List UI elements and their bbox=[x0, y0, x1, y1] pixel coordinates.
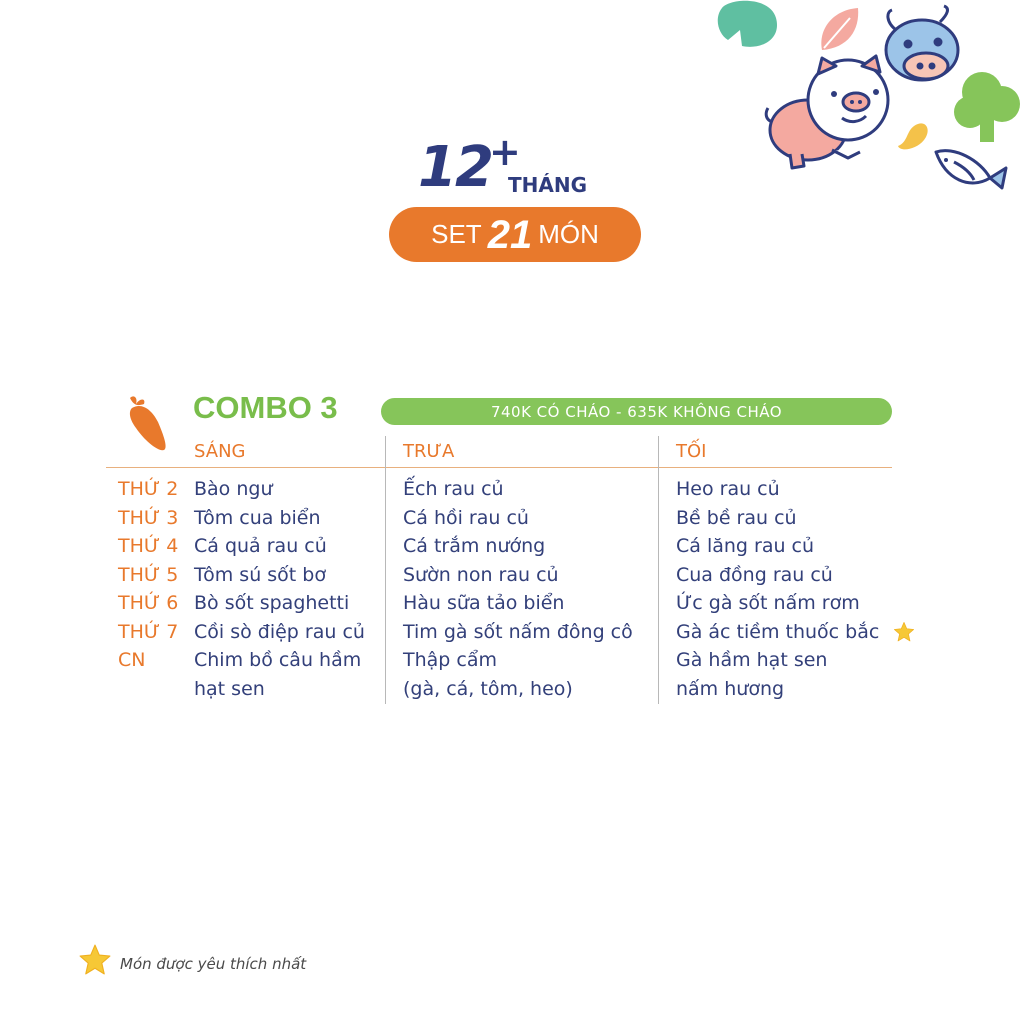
day-label: THỨ 5 bbox=[118, 563, 179, 586]
morning-dish: Tôm cua biển bbox=[194, 506, 321, 529]
fish-icon bbox=[936, 151, 1006, 188]
day-label: THỨ 7 bbox=[118, 620, 179, 643]
morning-dish: Bò sốt spaghetti bbox=[194, 592, 350, 614]
day-label: THỨ 3 bbox=[118, 506, 179, 529]
day-label: CN bbox=[118, 649, 146, 671]
animal-illustration bbox=[700, 0, 1024, 210]
lily-pad-icon bbox=[718, 1, 777, 47]
menu-table bbox=[0, 475, 1024, 705]
column-header-evening: TỐI bbox=[676, 441, 707, 462]
evening-dish: Cá lăng rau củ bbox=[676, 535, 815, 557]
bean-icon bbox=[898, 123, 928, 149]
day-label: THỨ 6 bbox=[118, 592, 179, 614]
column-header-noon: TRƯA bbox=[403, 441, 455, 462]
morning-dish: hạt sen bbox=[194, 677, 265, 700]
pink-leaf-icon bbox=[821, 8, 858, 50]
day-label: THỨ 4 bbox=[118, 535, 179, 557]
set-prefix: SET bbox=[431, 219, 482, 249]
table-row bbox=[0, 646, 1024, 674]
noon-dish: Hàu sữa tảo biển bbox=[403, 592, 565, 614]
set-count: 21 bbox=[487, 212, 533, 257]
evening-dish: Bề bề rau củ bbox=[676, 506, 797, 529]
set-suffix: MÓN bbox=[538, 219, 599, 249]
evening-dish: nấm hương bbox=[676, 677, 785, 700]
age-number: 12 bbox=[418, 135, 492, 200]
price-bar: 740K CÓ CHÁO - 635K KHÔNG CHÁO bbox=[381, 398, 892, 425]
table-row bbox=[0, 561, 1024, 589]
noon-dish: Cá trắm nướng bbox=[403, 535, 546, 557]
age-plus: + bbox=[489, 130, 521, 174]
cow-icon bbox=[886, 6, 958, 80]
table-row bbox=[0, 475, 1024, 503]
table-row bbox=[0, 618, 1024, 646]
evening-dish: Heo rau củ bbox=[676, 478, 780, 500]
morning-dish: Tôm sú sốt bơ bbox=[194, 563, 326, 586]
header-divider bbox=[106, 467, 892, 468]
day-label: THỨ 2 bbox=[118, 478, 179, 500]
noon-dish: Ếch rau củ bbox=[403, 478, 504, 500]
star-icon bbox=[893, 621, 915, 643]
age-unit: THÁNG bbox=[508, 173, 588, 197]
combo-title: COMBO 3 bbox=[193, 390, 338, 425]
evening-dish: Cua đồng rau củ bbox=[676, 563, 833, 586]
evening-dish: Gà hầm hạt sen bbox=[676, 649, 828, 671]
star-icon bbox=[78, 943, 112, 977]
evening-dish: Ức gà sốt nấm rơm bbox=[676, 592, 860, 614]
morning-dish: Cồi sò điệp rau củ bbox=[194, 620, 365, 643]
noon-dish: Cá hồi rau củ bbox=[403, 506, 529, 529]
morning-dish: Cá quả rau củ bbox=[194, 535, 327, 557]
noon-dish: Tim gà sốt nấm đông cô bbox=[403, 620, 633, 643]
morning-dish: Chim bồ câu hầm bbox=[194, 649, 362, 671]
pig-icon bbox=[766, 56, 888, 168]
set-pill bbox=[389, 207, 641, 262]
table-row bbox=[0, 532, 1024, 560]
table-row bbox=[0, 675, 1024, 703]
table-row bbox=[0, 589, 1024, 617]
carrot-icon bbox=[120, 392, 170, 454]
noon-dish: (gà, cá, tôm, heo) bbox=[403, 677, 573, 700]
column-header-morning: SÁNG bbox=[194, 441, 246, 462]
morning-dish: Bào ngư bbox=[194, 478, 273, 500]
table-row bbox=[0, 504, 1024, 532]
evening-dish: Gà ác tiềm thuốc bắc bbox=[676, 620, 880, 643]
legend-text: Món được yêu thích nhất bbox=[120, 955, 307, 973]
noon-dish: Sườn non rau củ bbox=[403, 563, 559, 586]
noon-dish: Thập cẩm bbox=[403, 649, 497, 671]
broccoli-icon bbox=[954, 72, 1020, 142]
